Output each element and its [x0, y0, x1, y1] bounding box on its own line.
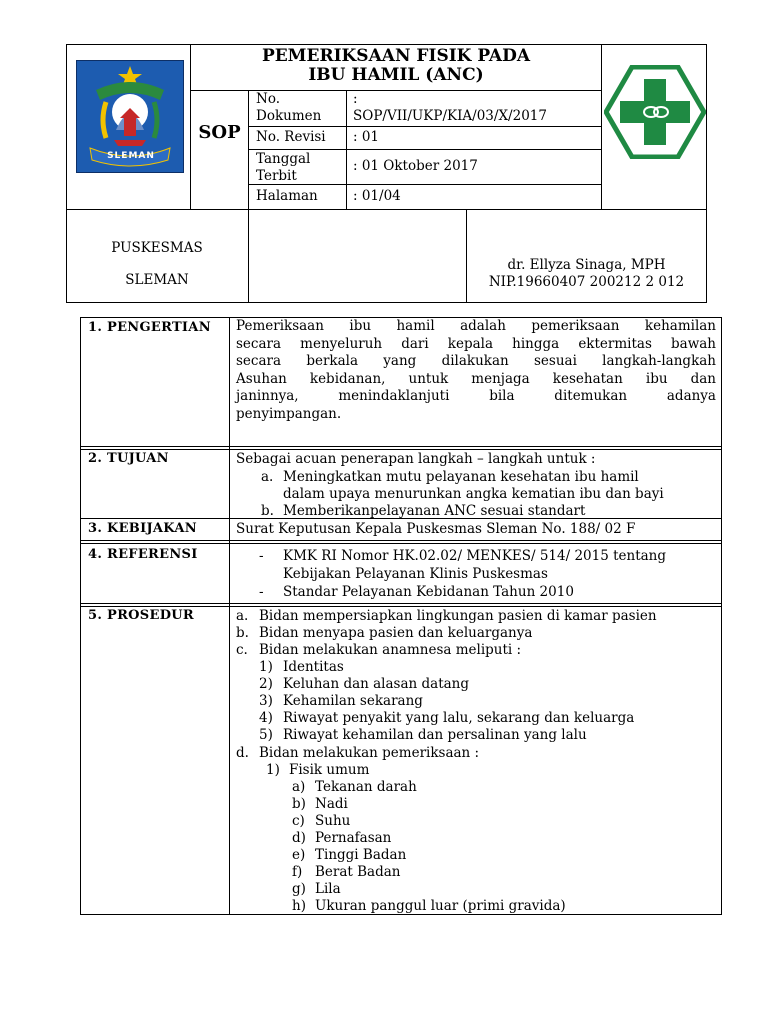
prosedur-subsubstep: Lila: [315, 881, 341, 897]
prosedur-step: Bidan melakukan anamnesa meliputi :: [259, 642, 522, 658]
paragraph-line: janinnya, menindaklanjuti bila ditemukan adanya: [236, 388, 716, 404]
paragraph-line: Pemeriksaan ibu hamil adalah pemeriksaan kehamilan: [236, 318, 716, 334]
referensi-item: Standar Pelayanan Kebidanan Tahun 2010: [283, 584, 574, 600]
tujuan-item-continued: dalam upaya menurunkan angka kematian ibu dan bayi: [283, 486, 664, 502]
prosedur-subsubstep: Suhu: [315, 813, 351, 829]
field-label-line: Tanggal: [256, 151, 311, 167]
field-label-line: Terbit: [256, 168, 297, 184]
field-value-line: SOP/VII/UKP/KIA/03/X/2017: [353, 108, 547, 124]
list-marker: d.: [236, 745, 249, 761]
list-marker: g): [292, 881, 306, 897]
list-marker: a.: [236, 608, 249, 624]
kebijakan-text: Surat Keputusan Kepala Puskesmas Sleman No. 188/ 02 F: [236, 521, 636, 537]
tujuan-item: Meningkatkan mutu pelayanan kesehatan ibu hamil: [283, 469, 639, 485]
section-label-referensi: 4. REFERENSI: [88, 547, 198, 562]
list-marker: 4): [259, 710, 273, 726]
row-divider: [80, 449, 722, 450]
prosedur-step: Bidan menyapa pasien dan keluarganya: [259, 625, 533, 641]
paragraph-line: secara berkala yang dilakukan sesuai langkah-langkah: [236, 353, 716, 369]
field-label-no-dokumen: [256, 91, 321, 125]
prosedur-subsubstep: Tinggi Badan: [315, 847, 407, 863]
prosedur-subsubstep: Nadi: [315, 796, 348, 812]
header-divider: [248, 209, 249, 303]
prosedur-substep: Keluhan dan alasan datang: [283, 676, 470, 692]
referensi-item-continued: Kebijakan Pelayanan Klinis Puskesmas: [283, 566, 548, 582]
list-marker: e): [292, 847, 306, 863]
prosedur-step: Bidan melakukan pemeriksaan :: [259, 745, 480, 761]
header-divider: [248, 126, 601, 127]
prosedur-substep: Riwayat penyakit yang lalu, sekarang dan keluarga: [283, 710, 635, 726]
header-border-bottom: [66, 302, 707, 303]
field-value-tanggal-terbit: : 01 Oktober 2017: [353, 158, 478, 174]
list-marker: c.: [236, 642, 248, 658]
list-marker: a): [292, 779, 306, 795]
header-border-left: [66, 44, 67, 303]
pengertian-paragraph: [236, 318, 716, 423]
list-marker: 5): [259, 727, 273, 743]
list-marker: b.: [236, 625, 249, 641]
field-value-line: :: [353, 91, 358, 107]
field-label-halaman: Halaman: [256, 188, 318, 204]
list-marker: a.: [261, 469, 274, 485]
header-divider: [601, 44, 602, 209]
header-border-top: [66, 44, 707, 45]
field-label-line: Dokumen: [256, 108, 322, 124]
org-name-line-2: SLEMAN: [125, 272, 189, 288]
document-title: [191, 47, 601, 85]
prosedur-substep: Riwayat kehamilan dan persalinan yang lalu: [283, 727, 587, 743]
org-name-line-1: PUSKESMAS: [111, 240, 203, 256]
list-marker: b): [292, 796, 306, 812]
prosedur-subsubstep: Berat Badan: [315, 864, 401, 880]
paragraph-line: secara menyeluruh dari kepala hingga ektermitas bawah: [236, 335, 716, 352]
list-marker: -: [259, 548, 264, 564]
row-divider: [80, 606, 722, 607]
list-marker: c): [292, 813, 305, 829]
list-marker: -: [259, 584, 264, 600]
tujuan-item: Memberikanpelayanan ANC sesuai standart: [283, 503, 586, 519]
list-marker: 1): [259, 659, 273, 675]
field-label-no-revisi: No. Revisi: [256, 129, 326, 145]
prosedur-substep: Fisik umum: [289, 762, 370, 778]
section-label-kebijakan: 3. KEBIJAKAN: [88, 521, 197, 536]
prosedur-substep: Identitas: [283, 659, 344, 675]
header-border-right: [706, 44, 707, 303]
paragraph-line: penyimpangan.: [236, 405, 342, 422]
tujuan-intro: Sebagai acuan penerapan langkah – langkah untuk :: [236, 451, 596, 467]
list-marker: d): [292, 830, 306, 846]
list-marker: 2): [259, 676, 273, 692]
field-value-halaman: : 01/04: [353, 188, 401, 204]
field-value-no-revisi: : 01: [353, 129, 380, 145]
paragraph-line: Asuhan kebidanan, untuk menjaga kesehatan ibu dan: [236, 370, 716, 387]
prosedur-subsubstep: Ukuran panggul luar (primi gravida): [315, 898, 566, 914]
field-value-no-dokumen: [353, 91, 547, 125]
prosedur-subsubstep: Tekanan darah: [315, 779, 417, 795]
table-column-divider: [229, 317, 230, 915]
list-marker: f): [292, 864, 303, 880]
prosedur-step: Bidan mempersiapkan lingkungan pasien di kamar pasien: [259, 608, 657, 624]
section-label-tujuan: 2. TUJUAN: [88, 451, 169, 466]
header-divider: [66, 209, 707, 210]
section-label-pengertian: 1. PENGERTIAN: [88, 320, 211, 335]
header-divider: [248, 149, 601, 150]
list-marker: 3): [259, 693, 273, 709]
field-label-line: No.: [256, 91, 280, 107]
signer-nip: NIP.19660407 200212 2 012: [488, 274, 685, 290]
prosedur-substep: Kehamilan sekarang: [283, 693, 423, 709]
row-divider: [80, 540, 722, 541]
row-divider: [80, 603, 722, 604]
list-marker: b.: [261, 503, 274, 519]
signer-name: dr. Ellyza Sinaga, MPH: [507, 257, 666, 273]
field-label-tanggal-terbit: [256, 151, 310, 185]
table-border-right: [721, 317, 722, 915]
list-marker: 1): [266, 762, 280, 778]
logo-caption: SLEMAN: [107, 151, 155, 161]
sop-label: SOP: [198, 122, 241, 143]
section-label-prosedur: 5. PROSEDUR: [88, 608, 195, 623]
table-border-left: [80, 317, 81, 915]
list-marker: h): [292, 898, 306, 914]
referensi-item: KMK RI Nomor HK.02.02/ MENKES/ 514/ 2015 tentang: [283, 548, 667, 564]
title-line-1: PEMERIKSAAN FISIK PADA: [261, 46, 531, 66]
puskesmas-cross-logo: [604, 65, 706, 159]
row-divider: [80, 446, 722, 447]
row-divider: [80, 543, 722, 544]
prosedur-subsubstep: Pernafasan: [315, 830, 392, 846]
title-line-2: IBU HAMIL (ANC): [308, 65, 484, 85]
